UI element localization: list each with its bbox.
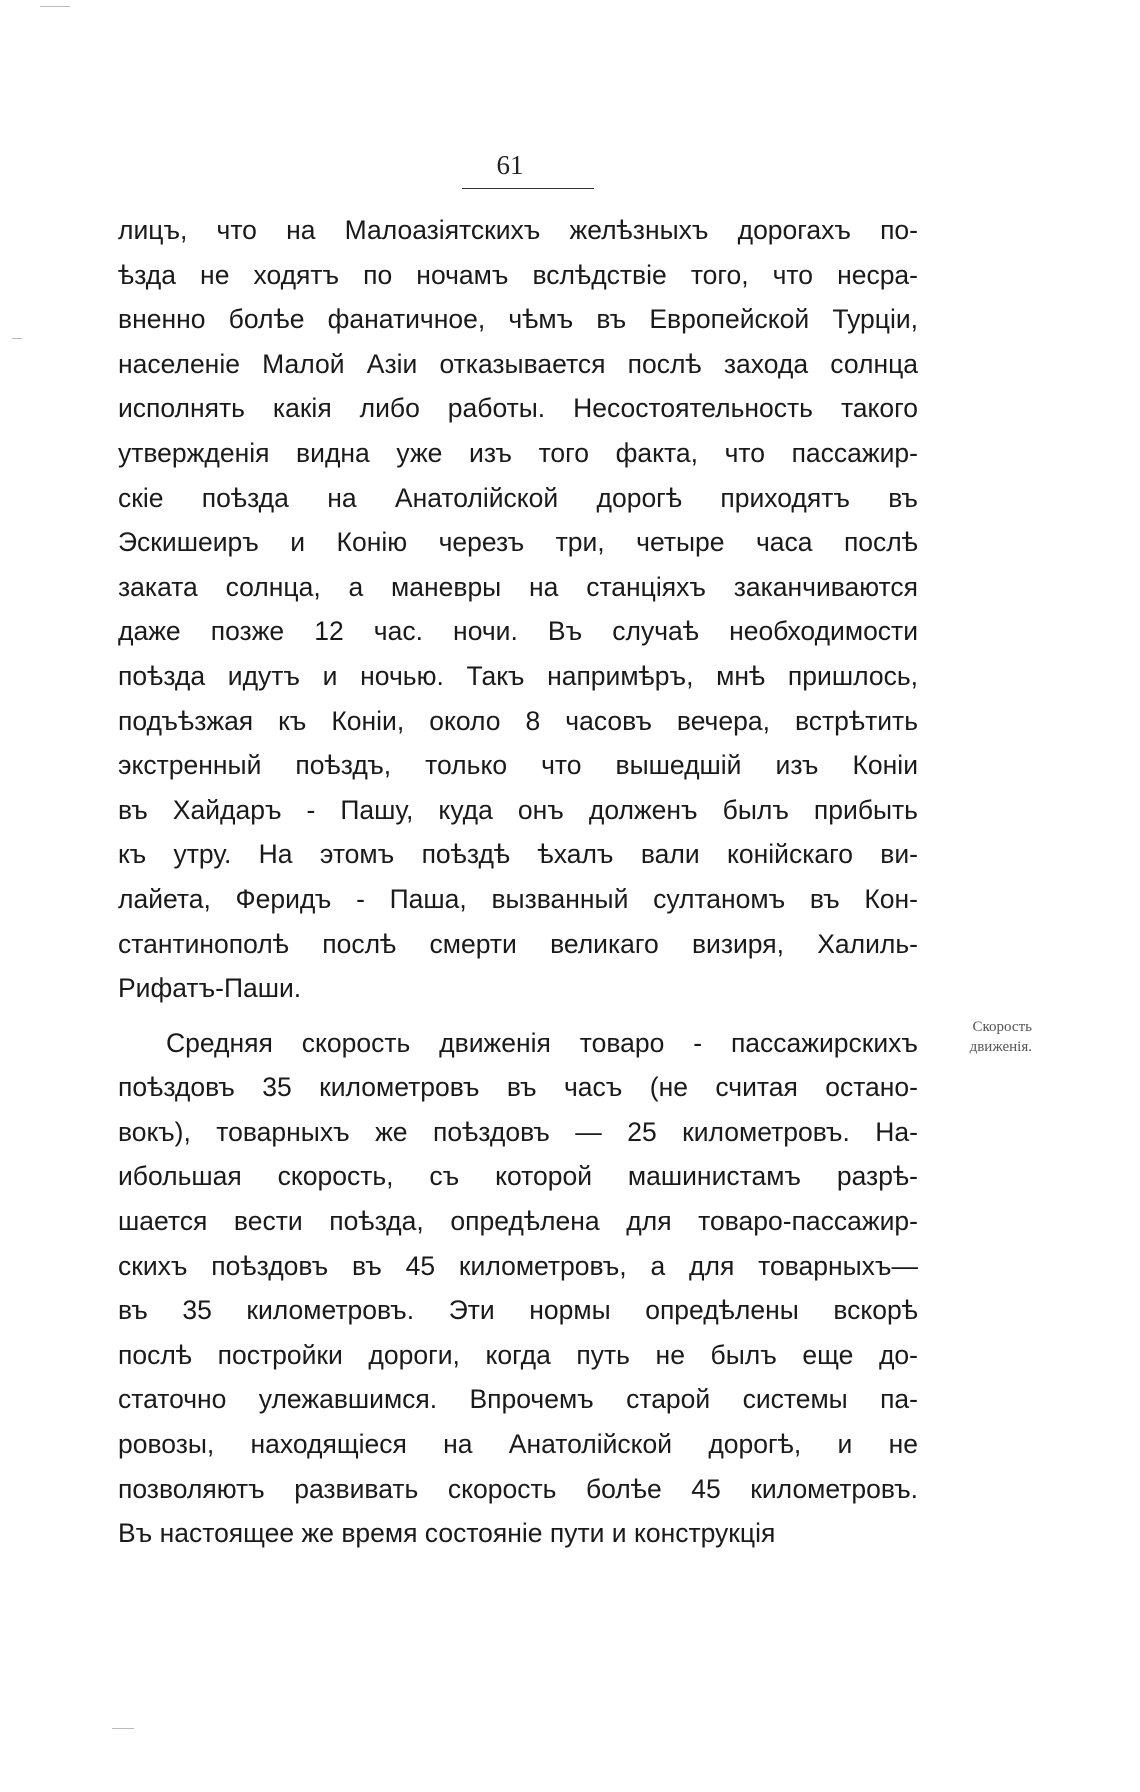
- text-line: ровозы, находящіеся на Анатолійской дорогѣ, и не: [118, 1429, 918, 1460]
- text-line: Въ настоящее же время состояніе пути и конструкція: [118, 1518, 776, 1549]
- paragraph-1: [118, 208, 918, 1011]
- text-line: въ 35 километровъ. Эти нормы опредѣлены вскорѣ: [118, 1295, 918, 1326]
- text-line: даже позже 12 час. ночи. Въ случаѣ необходимости: [118, 616, 918, 647]
- text-line: въ Хайдаръ - Пашу, куда онъ долженъ былъ прибыть: [118, 794, 918, 825]
- paragraph-2: [118, 1021, 918, 1556]
- text-line: статочно улежавшимся. Впрочемъ старой системы па-: [118, 1384, 918, 1415]
- text-line: поѣзда идутъ и ночью. Такъ напримѣръ, мнѣ пришлось,: [118, 660, 918, 691]
- margin-note-line-2: движенія.: [969, 1039, 1032, 1055]
- text-line: населеніе Малой Азіи отказывается послѣ захода солнца: [118, 348, 918, 379]
- text-line: шается вести поѣзда, опредѣлена для товаро-пассажир-: [118, 1206, 918, 1237]
- margin-note: [922, 1017, 1032, 1057]
- text-line: лицъ, что на Малоазіятскихъ желѣзныхъ дорогахъ по-: [118, 215, 918, 245]
- scan-edge-mark-top: [40, 6, 70, 7]
- page-number-rule: [462, 188, 594, 189]
- text-line: Средняя скорость движенія товаро - пассажирскихъ: [166, 1027, 918, 1058]
- text-line: вокъ), товарныхъ же поѣздовъ — 25 километровъ. На-: [118, 1116, 918, 1147]
- text-line: скіе поѣзда на Анатолійской дорогѣ приходятъ въ: [118, 482, 918, 513]
- text-line: вненно болѣе фанатичное, чѣмъ въ Европейской Турціи,: [118, 304, 918, 335]
- text-line: утвержденія видна уже изъ того факта, что пассажир-: [118, 437, 918, 468]
- text-line: Эскишеиръ и Конію черезъ три, четыре часа послѣ: [118, 527, 918, 558]
- text-line: лайета, Феридъ - Паша, вызванный султаномъ въ Кон-: [118, 883, 918, 914]
- text-line: стантинополѣ послѣ смерти великаго визиря, Халиль-: [118, 928, 918, 959]
- text-line: исполнять какія либо работы. Несостоятельность такого: [118, 393, 918, 424]
- page-number: 61: [496, 150, 524, 180]
- text-line: позволяютъ развивать скорость болѣе 45 километровъ.: [118, 1473, 918, 1504]
- text-line: къ утру. На этомъ поѣздѣ ѣхалъ вали конійскаго ви-: [118, 839, 918, 870]
- scan-edge-mark-left: [12, 338, 22, 339]
- scan-edge-mark-bottom: [112, 1728, 134, 1729]
- paragraph-gap: [118, 1011, 918, 1021]
- text-line: скихъ поѣздовъ въ 45 километровъ, а для товарныхъ—: [118, 1250, 918, 1281]
- text-line: заката солнца, а маневры на станціяхъ заканчиваются: [118, 571, 918, 602]
- text-line: ибольшая скорость, съ которой машинистамъ разрѣ-: [118, 1161, 918, 1192]
- text-line: экстренный поѣздъ, только что вышедшій изъ Коніи: [118, 750, 918, 781]
- text-line: Рифатъ-Паши.: [118, 973, 302, 1004]
- text-line: подъѣзжая къ Коніи, около 8 часовъ вечера, встрѣтить: [118, 705, 918, 736]
- text-line: послѣ постройки дороги, когда путь не былъ еще до-: [118, 1339, 918, 1370]
- body-text: [118, 208, 918, 1556]
- text-line: ѣзда не ходятъ по ночамъ вслѣдствіе того, что несра-: [118, 259, 918, 290]
- text-line: поѣздовъ 35 километровъ въ часъ (не считая остано-: [118, 1072, 918, 1103]
- margin-note-line-1: Скорость: [972, 1019, 1032, 1035]
